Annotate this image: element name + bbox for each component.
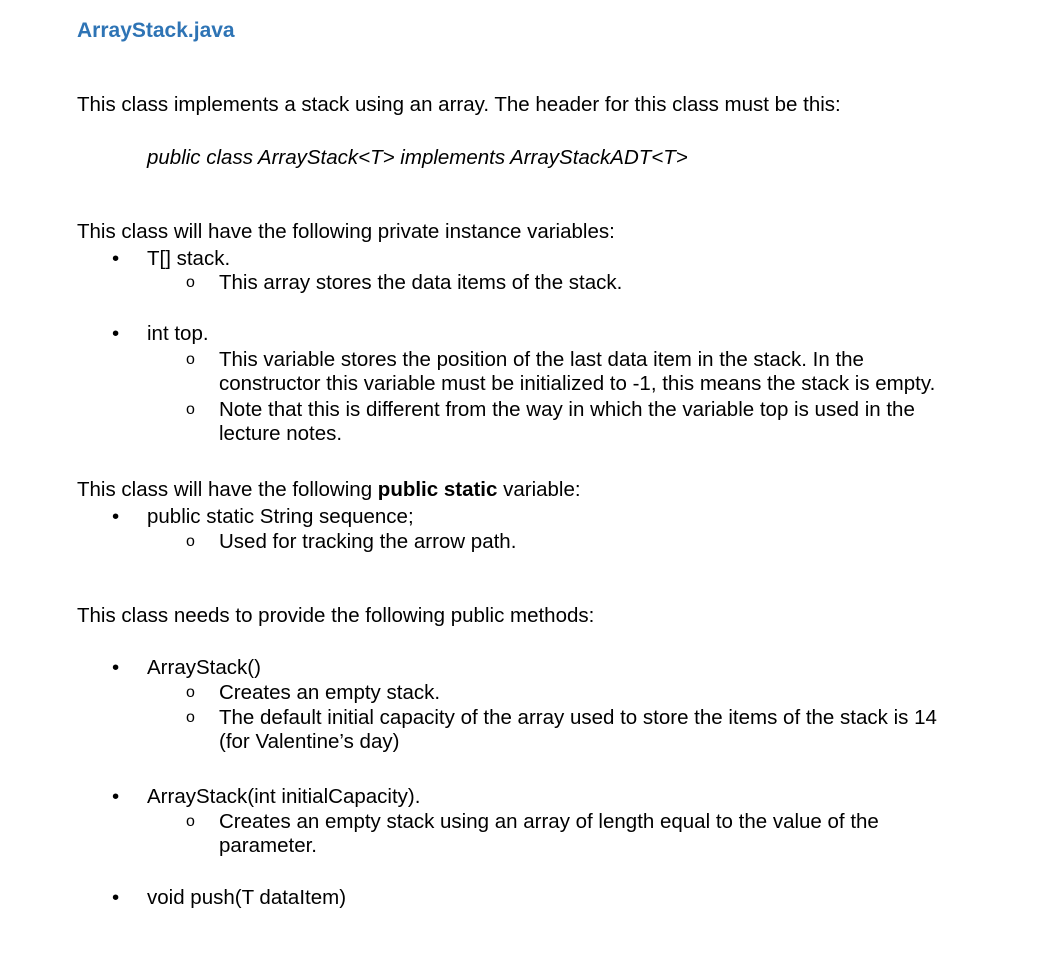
sub-bullet-line: The default initial capacity of the array used to store the items of the stack is 14 <box>219 706 937 729</box>
bullet-icon: • <box>112 505 120 528</box>
sub-bullet-icon: o <box>186 684 195 701</box>
sub-bullet-line: Creates an empty stack. <box>219 681 441 704</box>
sub-bullet-line: lecture notes. <box>219 422 343 445</box>
static-intro-after: variable: <box>497 478 581 501</box>
sub-bullet-icon: o <box>186 274 195 291</box>
bullet-icon: • <box>112 656 120 679</box>
bullet-text: ArrayStack() <box>147 656 261 679</box>
sub-bullet-icon: o <box>186 533 195 550</box>
private-vars-intro: This class will have the following private instance variables: <box>77 220 615 243</box>
bullet-text: void push(T dataItem) <box>147 886 347 909</box>
sub-bullet-line: (for Valentine’s day) <box>219 730 400 753</box>
sub-bullet-line: Used for tracking the arrow path. <box>219 530 517 553</box>
sub-bullet-line: constructor this variable must be initialized to -1, this means the stack is empty. <box>219 372 936 395</box>
bullet-icon: • <box>112 322 120 345</box>
static-intro-bold: public static <box>377 478 498 501</box>
sub-bullet-icon: o <box>186 709 195 726</box>
sub-bullet-icon: o <box>186 401 195 418</box>
bullet-icon: • <box>112 886 120 909</box>
sub-bullet-line: This variable stores the position of the last data item in the stack. In the <box>219 348 864 371</box>
bullet-icon: • <box>112 247 120 270</box>
bullet-text: int top. <box>147 322 209 345</box>
sub-bullet-line: parameter. <box>219 834 317 857</box>
intro-paragraph: This class implements a stack using an array. The header for this class must be this: <box>77 93 841 116</box>
class-signature: public class ArrayStack<T> implements ArrayStackADT<T> <box>147 146 688 169</box>
sub-bullet-line: Creates an empty stack using an array of length equal to the value of the <box>219 810 879 833</box>
methods-intro: This class needs to provide the following public methods: <box>77 604 595 627</box>
sub-bullet-icon: o <box>186 351 195 368</box>
static-vars-intro <box>77 478 581 502</box>
section-heading: ArrayStack.java <box>77 19 235 42</box>
sub-bullet-icon: o <box>186 813 195 830</box>
bullet-text: public static String sequence; <box>147 505 414 528</box>
sub-bullet-line: Note that this is different from the way in which the variable top is used in the <box>219 398 915 421</box>
bullet-text: ArrayStack(int initialCapacity). <box>147 785 421 808</box>
static-intro-before: This class will have the following <box>77 478 378 501</box>
sub-bullet-line: This array stores the data items of the stack. <box>219 271 623 294</box>
bullet-icon: • <box>112 785 120 808</box>
bullet-text: T[] stack. <box>147 247 231 270</box>
